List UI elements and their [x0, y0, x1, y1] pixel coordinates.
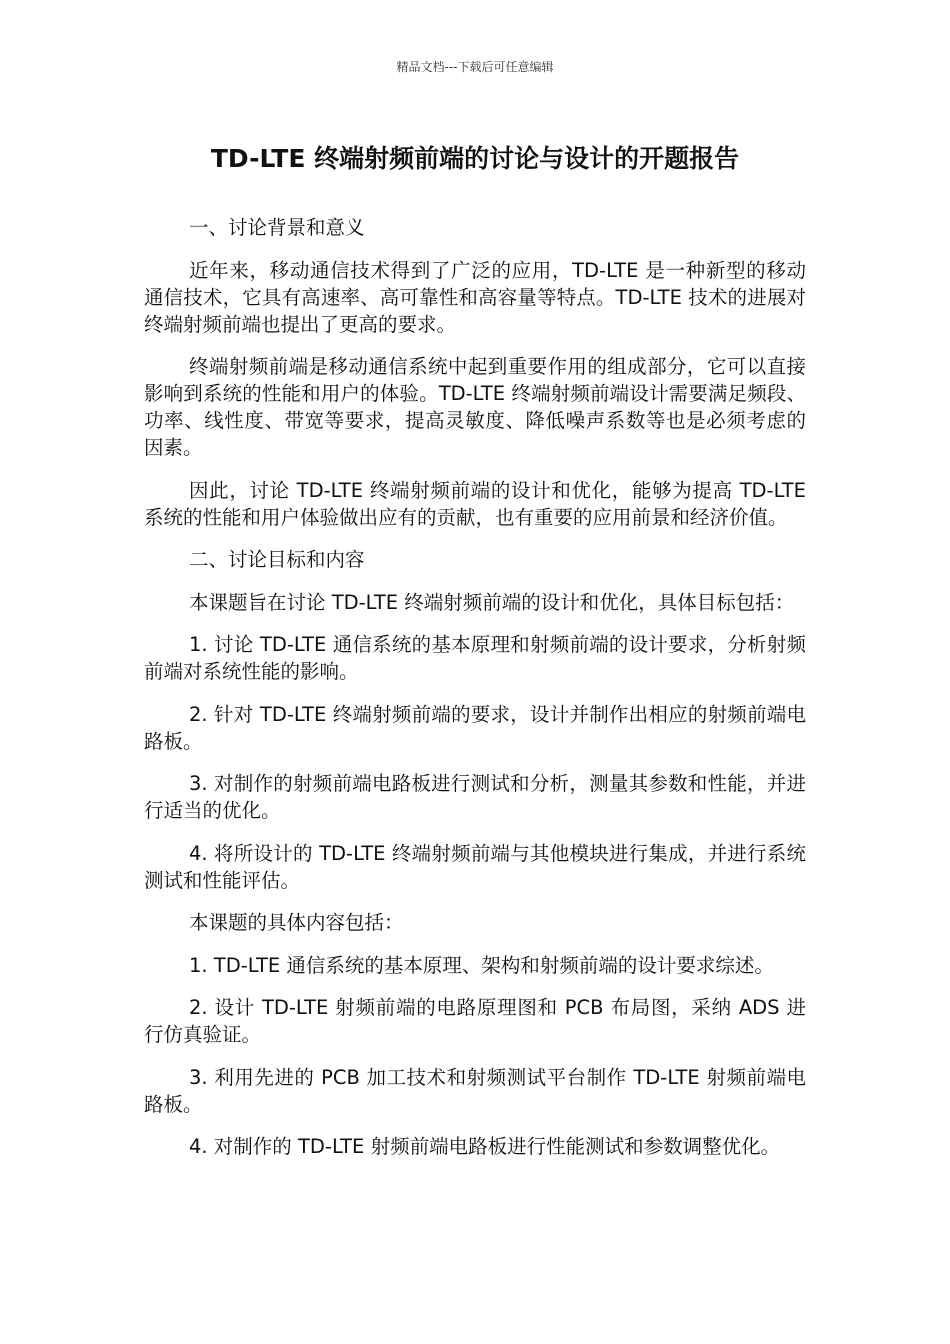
goal-item: 1. 讨论 TD-LTE 通信系统的基本原理和射频前端的设计要求，分析射频前端对系统性能的影响。	[144, 633, 806, 683]
content-item: 2. 设计 TD-LTE 射频前端的电路原理图和 PCB 布局图，采纳 ADS 进行仿真验证。	[144, 996, 806, 1046]
section-heading-background: 一、讨论背景和意义	[189, 216, 365, 239]
content-item: 1. TD-LTE 通信系统的基本原理、架构和射频前端的设计要求综述。	[189, 953, 774, 977]
goal-item: 3. 对制作的射频前端电路板进行测试和分析，测量其参数和性能，并进行适当的优化。	[144, 772, 806, 822]
section-heading-goals: 二、讨论目标和内容	[189, 548, 365, 571]
paragraph: 本课题旨在讨论 TD-LTE 终端射频前端的设计和优化，具体目标包括：	[189, 590, 795, 614]
paragraph: 因此，讨论 TD-LTE 终端射频前端的设计和优化，能够为提高 TD-LTE 系统的性能和用户体验做出应有的贡献，也有重要的应用前景和经济价值。	[144, 478, 806, 529]
paragraph: 本课题的具体内容包括：	[189, 911, 404, 934]
paragraph: 近年来，移动通信技术得到了广泛的应用，TD-LTE 是一种新型的移动通信技术，它具有高速率、高可靠性和高容量等特点。TD-LTE 技术的进展对终端射频前端也提出了更高的要求。	[144, 258, 806, 336]
document-title: TD-LTE 终端射频前端的讨论与设计的开题报告	[210, 144, 740, 173]
paragraph: 终端射频前端是移动通信系统中起到重要作用的组成部分，它可以直接影响到系统的性能和用户的体验。TD-LTE 终端射频前端设计需要满足频段、功率、线性度、带宽等要求，提高灵敏度、降低噪声系数等也是必须考虑的因素。	[144, 355, 806, 459]
content-item: 4. 对制作的 TD-LTE 射频前端电路板进行性能测试和参数调整优化。	[189, 1135, 781, 1158]
page-header: 精品文档---下载后可任意编辑	[396, 60, 554, 74]
goal-item: 2. 针对 TD-LTE 终端射频前端的要求，设计并制作出相应的射频前端电路板。	[144, 702, 806, 753]
content-item: 3. 利用先进的 PCB 加工技术和射频测试平台制作 TD-LTE 射频前端电路板。	[144, 1065, 806, 1116]
document-body	[144, 214, 806, 1176]
goal-item: 4. 将所设计的 TD-LTE 终端射频前端与其他模块进行集成，并进行系统测试和性能评估。	[144, 841, 806, 892]
